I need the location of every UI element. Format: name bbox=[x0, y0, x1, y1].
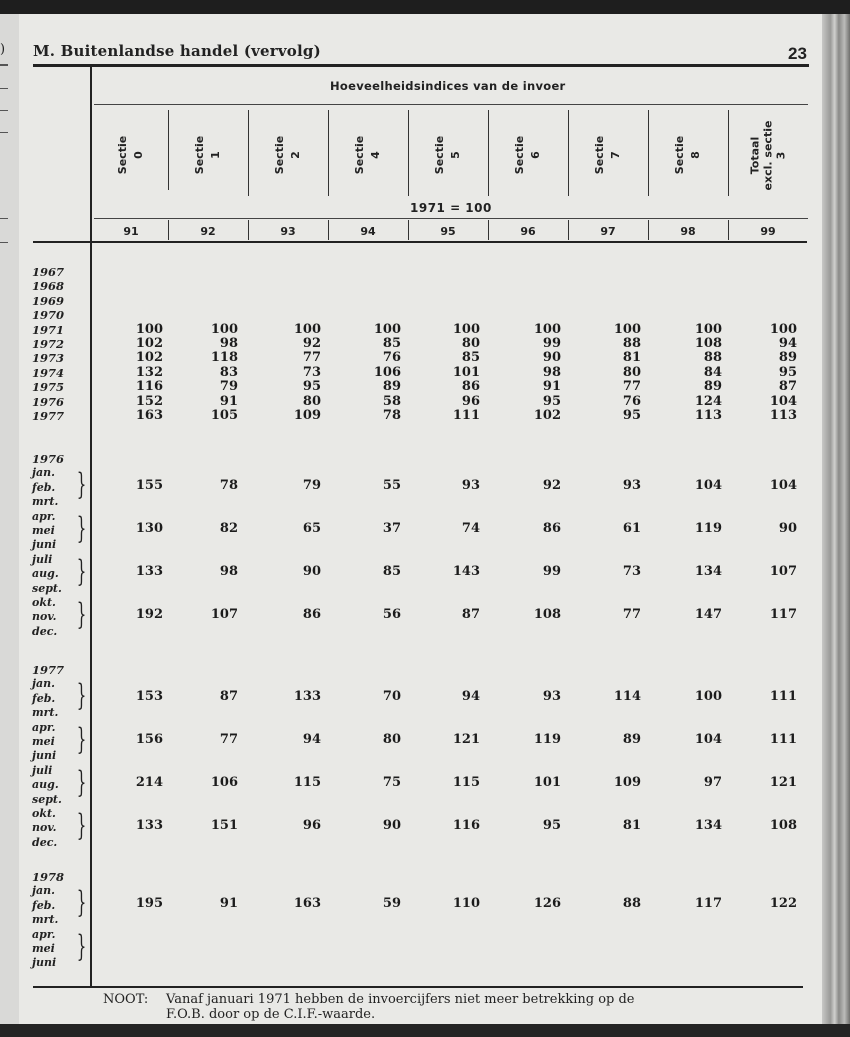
table-cell: 80 bbox=[622, 364, 641, 380]
table-cell: 121 bbox=[452, 731, 480, 747]
table-cell: 116 bbox=[452, 818, 480, 834]
row-label-year: 1977 bbox=[32, 409, 65, 423]
table-cell: 107 bbox=[210, 607, 238, 623]
row-label-month: mei bbox=[32, 735, 55, 748]
row-label-year: 1976 bbox=[32, 452, 65, 466]
footnote-line-1: Vanaf januari 1971 hebben de invoercijfers niet meer betrekking op de bbox=[166, 992, 635, 1007]
table-cell: 100 bbox=[373, 321, 401, 337]
table-cell: 77 bbox=[622, 607, 641, 623]
table-cell: 163 bbox=[293, 895, 321, 911]
table-cell: 108 bbox=[694, 336, 722, 351]
table-cell: 192 bbox=[135, 607, 163, 623]
table-cell: 113 bbox=[769, 408, 797, 423]
table-cell: 92 bbox=[542, 477, 561, 493]
table-cell: 99 bbox=[542, 564, 561, 580]
column-header-sectie-6: Sectie 6 bbox=[513, 135, 542, 175]
table-cell: 77 bbox=[302, 350, 321, 366]
column-header-sectie-7: Sectie 7 bbox=[593, 135, 622, 175]
quarter-brace: } bbox=[76, 764, 87, 800]
table-bottom-rule bbox=[33, 986, 803, 988]
row-label-year: 1974 bbox=[32, 365, 65, 380]
quarter-brace: } bbox=[76, 553, 87, 589]
table-cell: 133 bbox=[293, 688, 321, 704]
table-cell: 134 bbox=[694, 564, 722, 580]
table-cell: 121 bbox=[769, 775, 797, 791]
table-cell: 95 bbox=[622, 408, 641, 423]
table-cell: 90 bbox=[302, 564, 321, 580]
table-cell: 94 bbox=[461, 688, 480, 704]
table-cell: 98 bbox=[219, 564, 238, 580]
table-cell: 118 bbox=[210, 350, 238, 366]
base-rule bbox=[94, 218, 808, 219]
table-cell: 100 bbox=[533, 321, 561, 337]
row-label-month: sept. bbox=[32, 792, 62, 806]
row-label-month: dec. bbox=[32, 835, 58, 849]
table-cell: 92 bbox=[302, 336, 321, 351]
row-label-month: mei bbox=[32, 524, 55, 537]
table-cell: 77 bbox=[622, 379, 641, 395]
row-label-year: 1976 bbox=[32, 394, 65, 409]
column-code: 91 bbox=[123, 225, 139, 238]
row-label-month: jan. bbox=[32, 677, 55, 691]
adjacent-rule bbox=[0, 218, 8, 219]
column-header-sectie-5: Sectie 5 bbox=[433, 135, 462, 175]
row-label-month: apr. bbox=[32, 927, 56, 941]
table-cell: 55 bbox=[382, 477, 401, 493]
row-label-month: juni bbox=[32, 538, 57, 552]
table-cell: 87 bbox=[778, 379, 797, 395]
table-cell: 95 bbox=[542, 818, 561, 834]
table-cell: 100 bbox=[210, 321, 238, 337]
table-cell: 82 bbox=[219, 520, 238, 536]
table-cell: 122 bbox=[769, 895, 797, 911]
row-label-month: apr. bbox=[32, 720, 56, 734]
book-page-stack bbox=[822, 14, 850, 1026]
table-cell: 87 bbox=[219, 688, 238, 704]
table-cell: 106 bbox=[210, 775, 238, 791]
table-cell: 86 bbox=[302, 607, 321, 623]
table-cell: 75 bbox=[382, 775, 401, 791]
row-label-month: nov. bbox=[32, 821, 57, 835]
table-cell: 91 bbox=[542, 379, 561, 395]
table-cell: 89 bbox=[382, 379, 401, 395]
row-label-year: 1975 bbox=[32, 380, 65, 395]
table-cell: 119 bbox=[694, 520, 722, 536]
table-cell: 78 bbox=[382, 408, 401, 423]
table-cell: 101 bbox=[452, 364, 480, 380]
quarter-brace: } bbox=[76, 885, 87, 921]
table-cell: 124 bbox=[694, 393, 722, 409]
table-cell: 93 bbox=[622, 477, 641, 493]
table-cell: 105 bbox=[210, 408, 238, 423]
table-cell: 58 bbox=[382, 393, 401, 409]
table-cell: 104 bbox=[694, 731, 722, 747]
table-cell: 108 bbox=[533, 607, 561, 623]
table-cell: 132 bbox=[135, 364, 163, 380]
footnote bbox=[103, 992, 803, 1022]
table-cell: 95 bbox=[302, 379, 321, 395]
adjacent-page-paren: ) bbox=[0, 42, 6, 57]
table-cell: 109 bbox=[613, 775, 641, 791]
row-label-month: sept. bbox=[32, 581, 62, 595]
column-code: 96 bbox=[520, 225, 536, 238]
table-cell: 108 bbox=[769, 818, 797, 834]
table-cell: 107 bbox=[769, 564, 797, 580]
table-cell: 96 bbox=[302, 818, 321, 834]
table-cell: 79 bbox=[219, 379, 238, 395]
table-cell: 115 bbox=[293, 775, 321, 791]
column-code: 92 bbox=[200, 225, 216, 238]
table-cell: 102 bbox=[533, 408, 561, 423]
quarter-brace: } bbox=[76, 510, 87, 546]
row-label-month: mrt. bbox=[32, 706, 59, 720]
table-cell: 163 bbox=[135, 408, 163, 423]
table-cell: 89 bbox=[622, 731, 641, 747]
table-cell: 97 bbox=[703, 775, 722, 791]
table-cell: 155 bbox=[135, 477, 163, 493]
table-cell: 93 bbox=[461, 477, 480, 493]
table-cell: 83 bbox=[219, 364, 238, 380]
table-cell: 113 bbox=[694, 408, 722, 423]
row-label-month: feb. bbox=[32, 691, 56, 705]
table-cell: 89 bbox=[703, 379, 722, 395]
table-cell: 73 bbox=[302, 364, 321, 380]
row-label-year: 1973 bbox=[32, 351, 65, 366]
quarter-brace: } bbox=[76, 467, 87, 503]
table-cell: 59 bbox=[382, 895, 401, 911]
page-number: 23 bbox=[788, 44, 807, 63]
table-cell: 76 bbox=[382, 350, 401, 366]
table-cell: 80 bbox=[382, 731, 401, 747]
table-cell: 94 bbox=[778, 336, 797, 351]
table-cell: 73 bbox=[622, 564, 641, 580]
column-code: 98 bbox=[680, 225, 696, 238]
row-label-month: juni bbox=[32, 956, 57, 970]
column-code: 97 bbox=[600, 225, 616, 238]
table-cell: 65 bbox=[302, 520, 321, 536]
adjacent-rule bbox=[0, 110, 8, 111]
row-label-month: mei bbox=[32, 942, 55, 955]
row-label-year: 1970 bbox=[32, 308, 65, 323]
table-cell: 90 bbox=[778, 520, 797, 536]
table-cell: 151 bbox=[210, 818, 238, 834]
table-cell: 111 bbox=[452, 408, 480, 423]
table-cell: 126 bbox=[533, 895, 561, 911]
header-bottom-rule bbox=[33, 241, 807, 243]
table-cell: 74 bbox=[461, 520, 480, 536]
index-base-label: 1971 = 100 bbox=[410, 201, 492, 215]
row-label-month: dec. bbox=[32, 624, 58, 638]
row-label-year: 1972 bbox=[32, 337, 65, 351]
adjacent-rule bbox=[0, 132, 8, 133]
table-cell: 70 bbox=[382, 688, 401, 704]
table-cell: 117 bbox=[694, 895, 722, 911]
top-rule bbox=[33, 64, 809, 67]
table-cell: 37 bbox=[382, 520, 401, 536]
table-cell: 101 bbox=[533, 775, 561, 791]
table-cell: 84 bbox=[703, 364, 722, 380]
table-cell: 133 bbox=[135, 564, 163, 580]
row-label-month: juli bbox=[32, 763, 53, 777]
table-cell: 89 bbox=[778, 350, 797, 366]
table-group-title: Hoeveelheidsindices van de invoer bbox=[330, 79, 566, 93]
table-cell: 116 bbox=[135, 379, 163, 395]
table-cell: 100 bbox=[694, 321, 722, 337]
footnote-line-2: F.O.B. door op de C.I.F.-waarde. bbox=[166, 1007, 376, 1022]
quarter-brace: } bbox=[76, 678, 87, 714]
column-code: 94 bbox=[360, 225, 376, 238]
table-cell: 76 bbox=[622, 393, 641, 409]
table-cell: 156 bbox=[135, 731, 163, 747]
table-cell: 95 bbox=[542, 393, 561, 409]
quarter-brace: } bbox=[76, 721, 87, 757]
table-cell: 100 bbox=[135, 321, 163, 337]
quarter-brace: } bbox=[76, 597, 87, 632]
row-label-year: 1969 bbox=[32, 293, 65, 308]
table-cell: 81 bbox=[622, 350, 641, 366]
table-cell: 91 bbox=[219, 895, 238, 911]
table-cell: 85 bbox=[461, 350, 480, 366]
table-cell: 77 bbox=[219, 731, 238, 747]
column-header-sectie-2: Sectie 2 bbox=[273, 135, 302, 175]
row-label-month: feb. bbox=[32, 898, 56, 912]
table-cell: 80 bbox=[302, 393, 321, 409]
table-cell: 102 bbox=[135, 350, 163, 366]
row-label-month: juni bbox=[32, 749, 57, 763]
column-code: 93 bbox=[280, 225, 296, 238]
quarter-brace: } bbox=[76, 808, 87, 843]
row-label-month: mrt. bbox=[32, 495, 59, 509]
row-label-month: aug. bbox=[32, 567, 59, 581]
table-cell: 109 bbox=[293, 408, 321, 423]
table-cell: 98 bbox=[542, 364, 561, 380]
row-label-month: juli bbox=[32, 552, 53, 566]
table-cell: 134 bbox=[694, 818, 722, 834]
table-cell: 130 bbox=[135, 520, 163, 536]
table-cell: 85 bbox=[382, 564, 401, 580]
column-header-totaal: Totaal excl. sectie 3 bbox=[748, 120, 788, 190]
column-header-sectie-8: Sectie 8 bbox=[673, 135, 702, 175]
table-cell: 111 bbox=[769, 731, 797, 747]
row-label-month: jan. bbox=[32, 884, 55, 898]
table-cell: 86 bbox=[542, 520, 561, 536]
table-cell: 95 bbox=[778, 364, 797, 380]
table-cell: 94 bbox=[302, 731, 321, 747]
table-cell: 110 bbox=[452, 895, 480, 911]
column-code: 95 bbox=[440, 225, 456, 238]
table-cell: 98 bbox=[219, 336, 238, 351]
table-cell: 86 bbox=[461, 379, 480, 395]
row-label-year: 1978 bbox=[32, 870, 65, 884]
table-cell: 96 bbox=[461, 393, 480, 409]
table-cell: 152 bbox=[135, 393, 163, 409]
column-header-sectie-1: Sectie 1 bbox=[193, 135, 222, 175]
table-cell: 100 bbox=[293, 321, 321, 337]
table-cell: 79 bbox=[302, 477, 321, 493]
table-cell: 147 bbox=[694, 607, 722, 623]
column-header-sectie-4: Sectie 4 bbox=[353, 135, 382, 175]
row-label-month: nov. bbox=[32, 610, 57, 624]
table-cell: 100 bbox=[694, 688, 722, 704]
row-label-year: 1977 bbox=[32, 663, 65, 677]
table-cell: 100 bbox=[769, 321, 797, 337]
table-cell: 61 bbox=[622, 520, 641, 536]
row-label-year: 1967 bbox=[32, 265, 65, 279]
adjacent-rule bbox=[0, 64, 8, 66]
table-cell: 88 bbox=[703, 350, 722, 366]
row-label-month: okt. bbox=[32, 807, 56, 820]
table-cell: 133 bbox=[135, 818, 163, 834]
table-cell: 104 bbox=[769, 477, 797, 493]
row-label-month: jan. bbox=[32, 466, 55, 480]
row-label-month: feb. bbox=[32, 480, 56, 494]
table-cell: 195 bbox=[135, 895, 163, 911]
row-label-month: okt. bbox=[32, 596, 56, 609]
adjacent-rule bbox=[0, 88, 8, 89]
running-title: M. Buitenlandse handel (vervolg) bbox=[33, 42, 321, 60]
table-cell: 106 bbox=[373, 364, 401, 380]
quarter-brace: } bbox=[76, 928, 87, 964]
adjacent-rule bbox=[0, 242, 8, 243]
column-header-sectie-0: Sectie 0 bbox=[116, 135, 145, 175]
scan-bottom-border bbox=[0, 1024, 850, 1037]
table-cell: 102 bbox=[135, 336, 163, 351]
table-cell: 56 bbox=[382, 607, 401, 623]
table-cell: 214 bbox=[135, 775, 163, 791]
row-label-month: mrt. bbox=[32, 913, 59, 927]
table-cell: 111 bbox=[769, 688, 797, 704]
table-cell: 93 bbox=[542, 688, 561, 704]
footnote-label: NOOT: bbox=[103, 992, 149, 1007]
group-rule bbox=[94, 104, 808, 105]
table-cell: 99 bbox=[542, 336, 561, 351]
adjacent-page-edge bbox=[0, 14, 20, 1024]
row-label-year: 1968 bbox=[32, 279, 65, 294]
table-cell: 81 bbox=[622, 818, 641, 834]
table-cell: 119 bbox=[533, 731, 561, 747]
table-cell: 88 bbox=[622, 895, 641, 911]
table-cell: 100 bbox=[452, 321, 480, 337]
table-cell: 88 bbox=[622, 336, 641, 351]
row-label-year: 1971 bbox=[32, 322, 65, 337]
table-cell: 143 bbox=[452, 564, 480, 580]
table-cell: 153 bbox=[135, 688, 163, 704]
row-label-month: apr. bbox=[32, 509, 56, 523]
table-cell: 104 bbox=[769, 393, 797, 409]
table-cell: 117 bbox=[769, 607, 797, 623]
table-cell: 104 bbox=[694, 477, 722, 493]
table-cell: 87 bbox=[461, 607, 480, 623]
table-cell: 78 bbox=[219, 477, 238, 493]
table-cell: 85 bbox=[382, 336, 401, 351]
table-cell: 114 bbox=[613, 688, 641, 704]
table-cell: 80 bbox=[461, 336, 480, 351]
table-cell: 91 bbox=[219, 393, 238, 409]
row-label-month: aug. bbox=[32, 778, 59, 792]
table-cell: 90 bbox=[382, 818, 401, 834]
table-cell: 115 bbox=[452, 775, 480, 791]
table-cell: 90 bbox=[542, 350, 561, 366]
table-cell: 100 bbox=[613, 321, 641, 337]
column-code: 99 bbox=[760, 225, 776, 238]
